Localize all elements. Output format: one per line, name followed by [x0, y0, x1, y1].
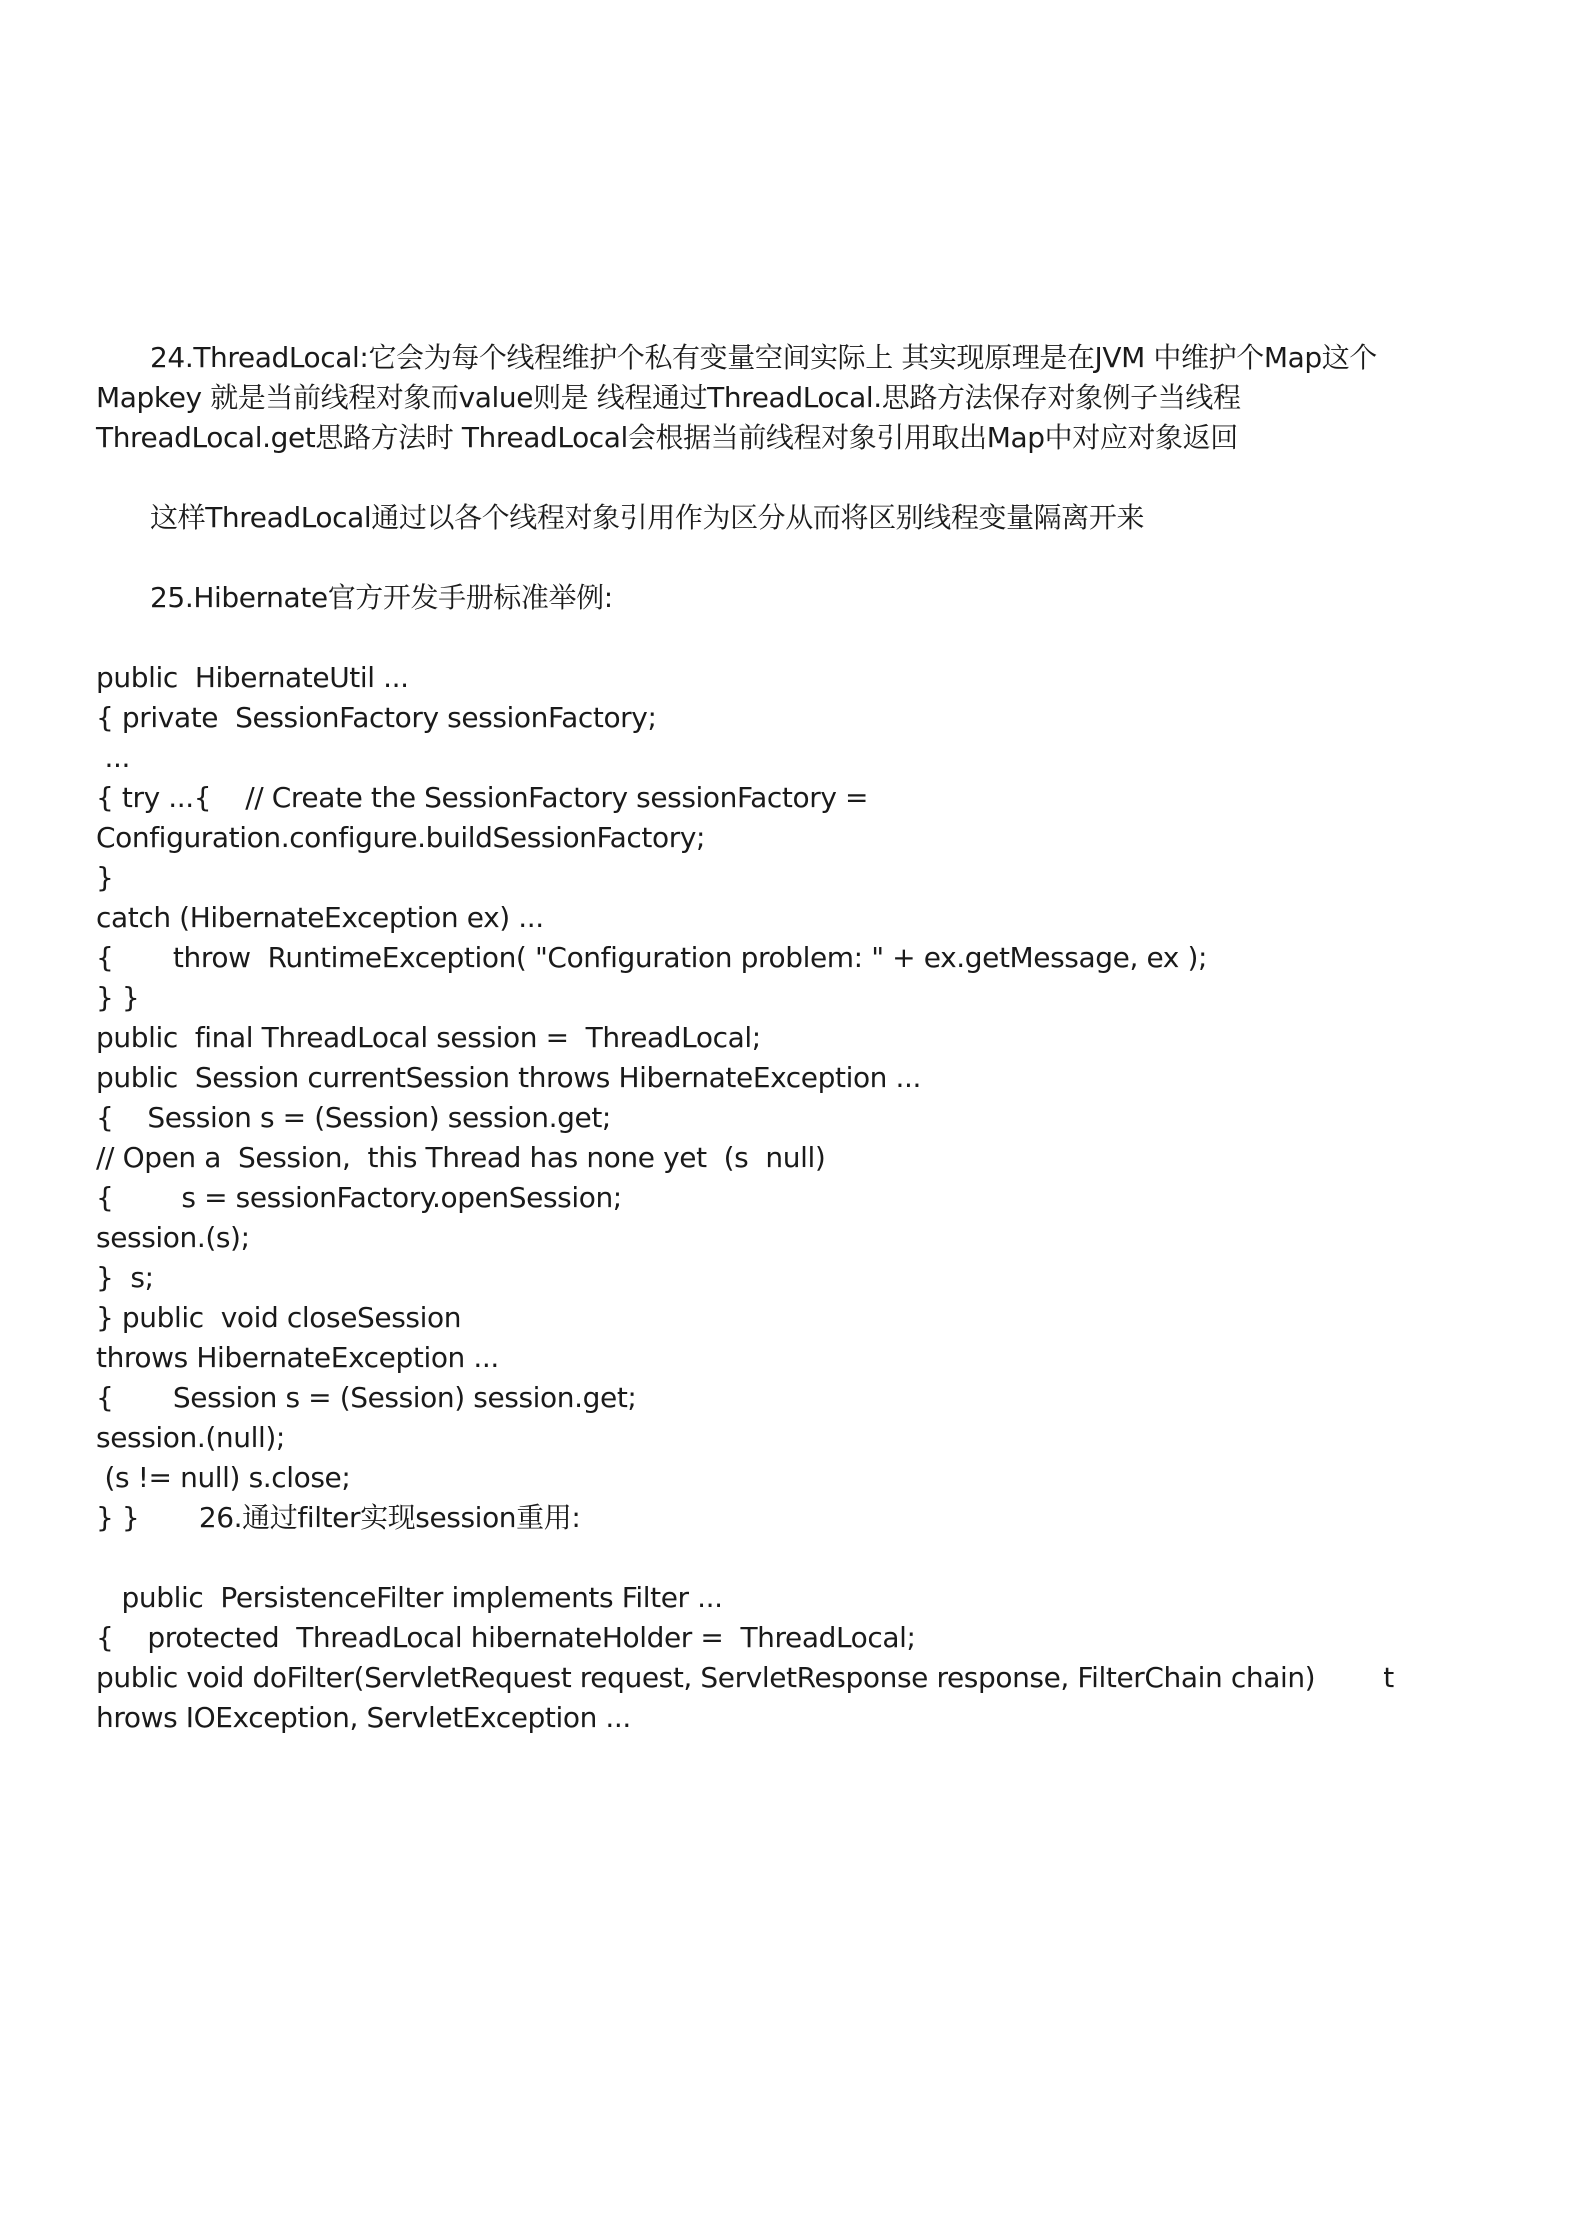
code-line: { try ...{ // Create the SessionFactory sessionFactory = [96, 781, 869, 814]
code-line: Configuration.configure.buildSessionFactory; [96, 821, 706, 854]
code-line: { Session s = (Session) session.get; [96, 1381, 637, 1414]
paragraph-24-line-1: 24.ThreadLocal:它会为每个线程维护个私有变量空间实际上 其实现原理是在JVM 中维护个Map这个 [150, 341, 1377, 374]
code-line: public Session currentSession throws HibernateException ... [96, 1061, 922, 1094]
code-line: } } [96, 981, 140, 1014]
code-line: public final ThreadLocal session = ThreadLocal; [96, 1021, 761, 1054]
code-line: public void doFilter(ServletRequest request, ServletResponse response, FilterChain chain) t [96, 1661, 1394, 1694]
code-line: } public void closeSession [96, 1301, 462, 1334]
code-line: { private SessionFactory sessionFactory; [96, 701, 657, 734]
code-line: ... [96, 741, 131, 774]
paragraph-24-continuation: 这样ThreadLocal通过以各个线程对象引用作为区分从而将区别线程变量隔离开来 [150, 501, 1145, 534]
code-line: } [96, 861, 114, 894]
code-line: (s != null) s.close; [96, 1461, 351, 1494]
paragraph-24-line-2: Mapkey 就是当前线程对象而value则是 线程通过ThreadLocal.思路方法保存对象例子当线程 [96, 381, 1241, 414]
code-line: public HibernateUtil ... [96, 661, 409, 694]
code-line: // Open a Session, this Thread has none yet (s null) [96, 1141, 826, 1174]
code-line: { s = sessionFactory.openSession; [96, 1181, 622, 1214]
section-25-heading: 25.Hibernate官方开发手册标准举例: [150, 581, 613, 614]
code-line-with-heading-26: } } 26.通过filter实现session重用: [96, 1501, 581, 1534]
code-line: session.(null); [96, 1421, 285, 1454]
code-line: catch (HibernateException ex) ... [96, 901, 544, 934]
code-line: throws HibernateException ... [96, 1341, 499, 1374]
code-line: } s; [96, 1261, 154, 1294]
code-line: { throw RuntimeException( "Configuration problem: " + ex.getMessage, ex ); [96, 941, 1208, 974]
code-line: session.(s); [96, 1221, 250, 1254]
paragraph-24-line-3: ThreadLocal.get思路方法时 ThreadLocal会根据当前线程对象引用取出Map中对应对象返回 [96, 421, 1238, 454]
code-line: { Session s = (Session) session.get; [96, 1101, 611, 1134]
code-line: { protected ThreadLocal hibernateHolder = ThreadLocal; [96, 1621, 916, 1654]
code-line: hrows IOException, ServletException ... [96, 1701, 631, 1734]
code-line: public PersistenceFilter implements Filter ... [96, 1581, 723, 1614]
